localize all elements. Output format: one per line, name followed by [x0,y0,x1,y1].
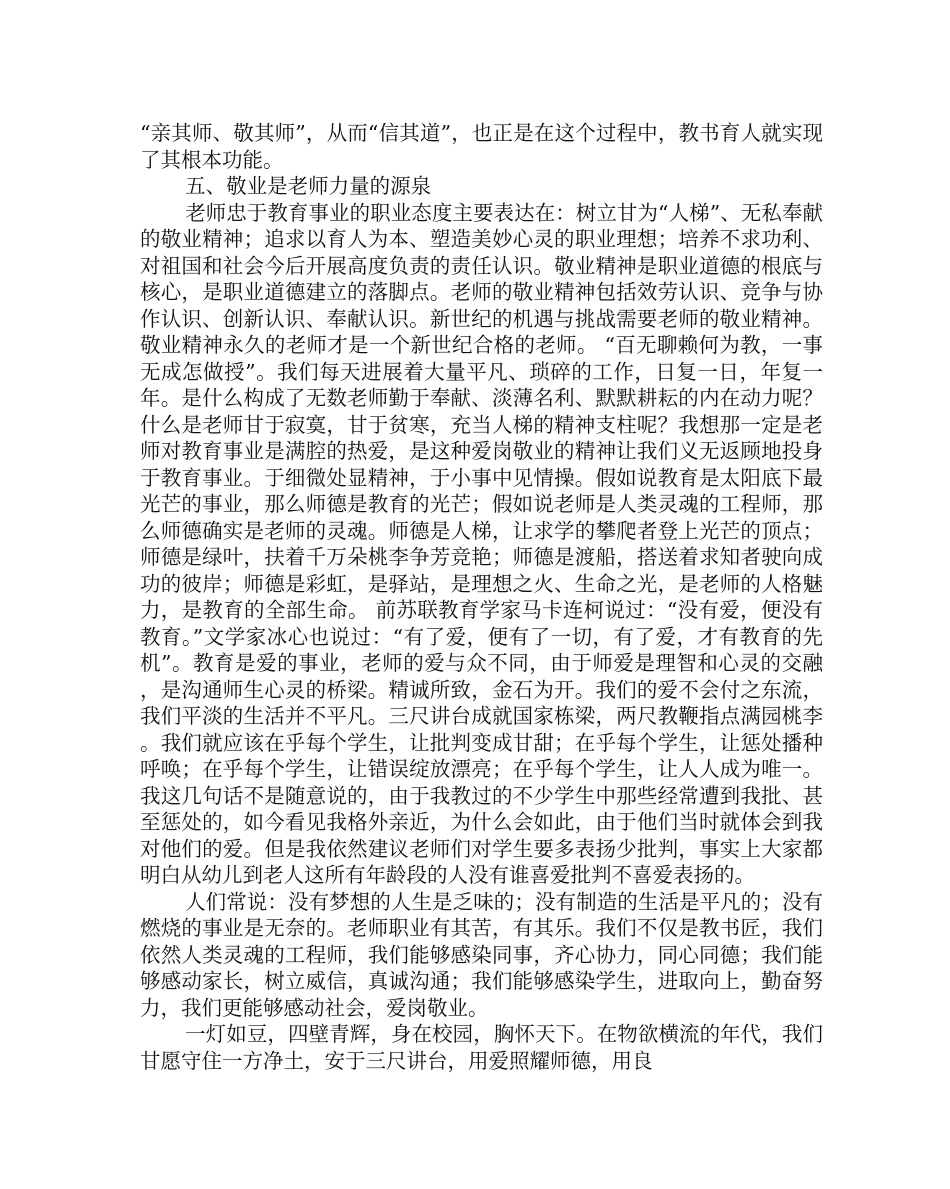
paragraph-intro: “亲其师、敬其师”，从而“信其道”，也正是在这个过程中，教书育人就实现了其根本功能。 [140,121,823,172]
paragraph-dedication: 老师忠于教育事业的职业态度主要表达在：树立甘为“人梯”、无私奉献的敬业精神；追求以育人为本、塑造美妙心灵的职业理想；培养不求功利、对祖国和社会今后开展高度负责的责任认识。敬业精神是职业道德的根底与核心，是职业道德建立的落脚点。老师的敬业精神包括效劳认识、竞争与协作认识、创新认识、奉献认识。新世纪的机遇与挑战需要老师的敬业精神。敬业精神永久的老师才是一个新世纪合格的老师。 “百无聊赖何为教，一事无成怎做授”。我们每天进展着大量平凡、琐碎的工作，日复一日，年复一年。是什么构成了无数老师勤于奉献、淡薄名利、默默耕耘的内在动力呢？什么是老师甘于寂寞，甘于贫寒，充当人梯的精神支柱呢？我想那一定是老师对教育事业是满腔的热爱，是这种爱岗敬业的精神让我们义无返顾地投身于教育事业。于细微处显精神，于小事中见情操。假如说教育是太阳底下最光芒的事业，那么师德是教育的光芒；假如说老师是人类灵魂的工程师，那么师德确实是老师的灵魂。师德是人梯，让求学的攀爬者登上光芒的顶点；师德是绿叶，扶着千万朵桃李争芳竞艳；师德是渡船，搭送着求知者驶向成功的彼岸；师德是彩虹，是驿站，是理想之火、生命之光，是老师的人格魅力，是教育的全部生命。 前苏联教育学家马卡连柯说过：“没有爱，便没有教育。”文学家冰心也说过：“有了爱，便有了一切，有了爱，才有教育的先机”。教育是爱的事业，老师的爱与众不同，由于师爱是理智和心灵的交融，是沟通师生心灵的桥梁。精诚所致，金石为开。我们的爱不会付之东流，我们平淡的生活并不平凡。三尺讲台成就国家栋梁，两尺教鞭指点满园桃李。我们就应该在乎每个学生，让批判变成甘甜；在乎每个学生，让惩处播种呼唤；在乎每个学生，让错误绽放漂亮；在乎每个学生，让人人成为唯一。我这几句话不是随意说的，由于我教过的不少学生中那些经常遭到我批、甚至惩处的，如今看见我格外亲近，为什么会如此，由于他们当时就体会到我对他们的爱。但是我依然建议老师们对学生要多表扬少批判，事实上大家都明白从幼儿到老人这所有年龄段的人没有谁喜爱批判不喜爱表扬的。 [140,200,823,887]
paragraph-lamp: 一灯如豆，四壁青辉，身在校园，胸怀天下。在物欲横流的年代，我们甘愿守住一方净土，安于三尺讲台，用爱照耀师德，用良 [140,1022,823,1073]
paragraph-saying: 人们常说：没有梦想的人生是乏味的；没有制造的生活是平凡的；没有燃烧的事业是无奈的。老师职业有其苦，有其乐。我们不仅是教书匠，我们依然人类灵魂的工程师，我们能够感染同事，齐心协力，同心同德；我们能够感动家长，树立威信，真诚沟通；我们能够感染学生，进取向上，勤奋努力，我们更能够感动社会，爱岗敬业。 [140,889,823,1020]
section-heading: 五、敬业是老师力量的源泉 [185,174,432,198]
document-body [140,120,823,1074]
